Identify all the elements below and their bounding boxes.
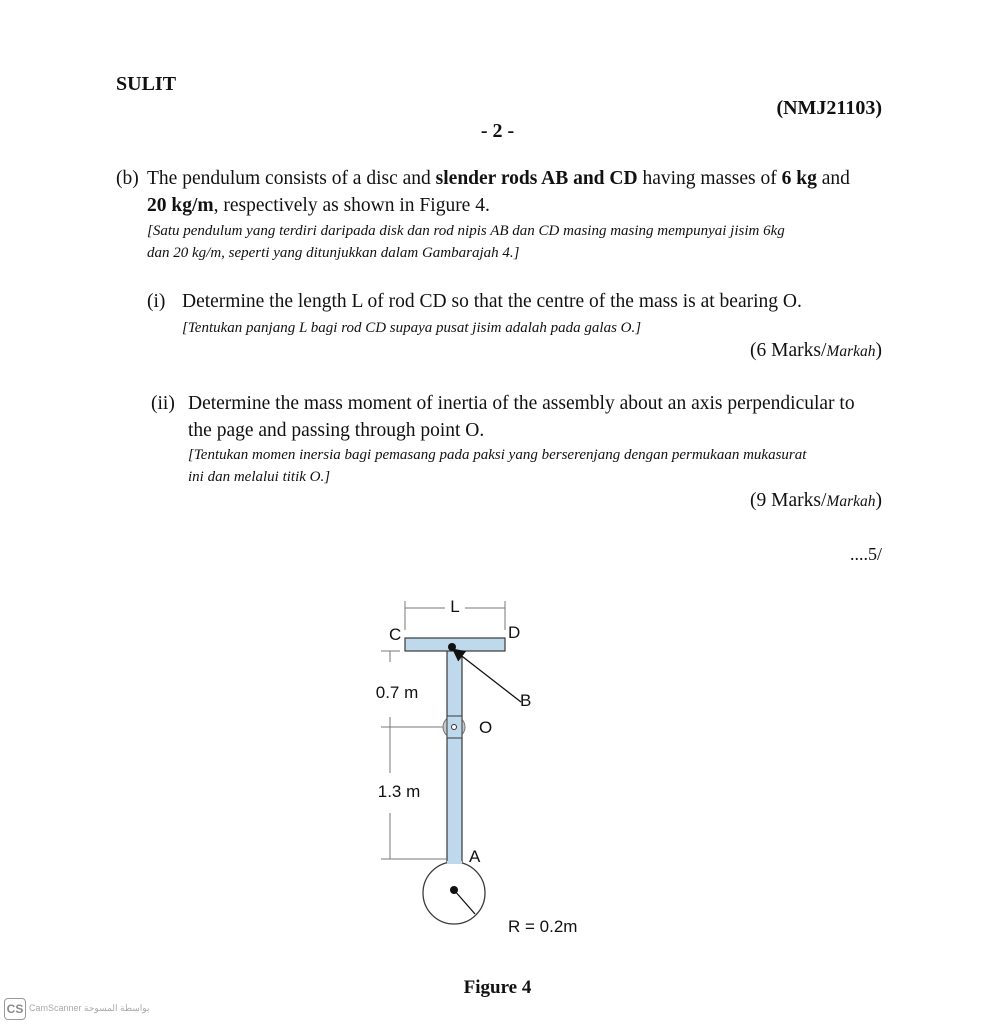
sulit-label: SULIT [116,73,177,95]
part-i-marks: (6 Marks/Markah) [750,340,882,361]
continuation-marker: ....5/ [849,544,882,564]
label-d: D [508,623,521,642]
camscanner-watermark: CamScanner بواسطة المسوحة [29,1003,150,1013]
figure-caption: Figure 4 [463,977,532,998]
dim-07: 0.7 m [375,683,419,702]
part-ii-text-1: Determine the mass moment of inertia of the assembly about an axis perpendicular to [188,393,855,414]
bearing-pin [452,725,457,730]
question-b-text-cont: 20 kg/m, respectively as shown in Figure 4. [147,195,490,216]
label-a: A [469,847,481,866]
part-i-text: Determine the length L of rod CD so that the centre of the mass is at bearing O. [182,291,802,312]
label-l: L [450,597,460,616]
disc-neck [447,861,462,864]
part-ii-text-2: the page and passing through point O. [188,420,485,441]
rod-ab [447,650,462,862]
radius-label: R = 0.2m [508,917,578,936]
part-ii-label: (ii) [151,393,175,414]
part-i-label: (i) [147,291,166,312]
dim-13: 1.3 m [377,782,421,801]
pendulum-figure [0,590,995,1000]
label-b: B [520,691,532,710]
arrow-b [454,650,521,702]
page-number: - 2 - [480,120,515,142]
question-b-translation-1: [Satu pendulum yang terdiri daripada disk dan rod nipis AB dan CD masing masing mempunyai jisim 6kg [147,223,785,239]
course-code: (NMJ21103) [776,97,882,119]
part-ii-marks: (9 Marks/Markah) [750,490,882,511]
camscanner-logo-icon: CS [4,998,26,1020]
label-c: C [389,625,402,644]
question-b-text: The pendulum consists of a disc and slender rods AB and CD having masses of 6 kg and [147,168,850,189]
label-o: O [479,718,493,737]
part-ii-translation-1: [Tentukan momen inersia bagi pemasang pada paksi yang berserenjang dengan permukaan mukasurat [188,447,807,463]
question-b-label: (b) [116,168,139,189]
part-i-translation: [Tentukan panjang L bagi rod CD supaya pusat jisim adalah pada galas O.] [182,320,642,336]
question-b-translation-2: dan 20 kg/m, seperti yang ditunjukkan dalam Gambarajah 4.] [147,245,520,261]
part-ii-translation-2: ini dan melalui titik O.] [188,469,331,485]
